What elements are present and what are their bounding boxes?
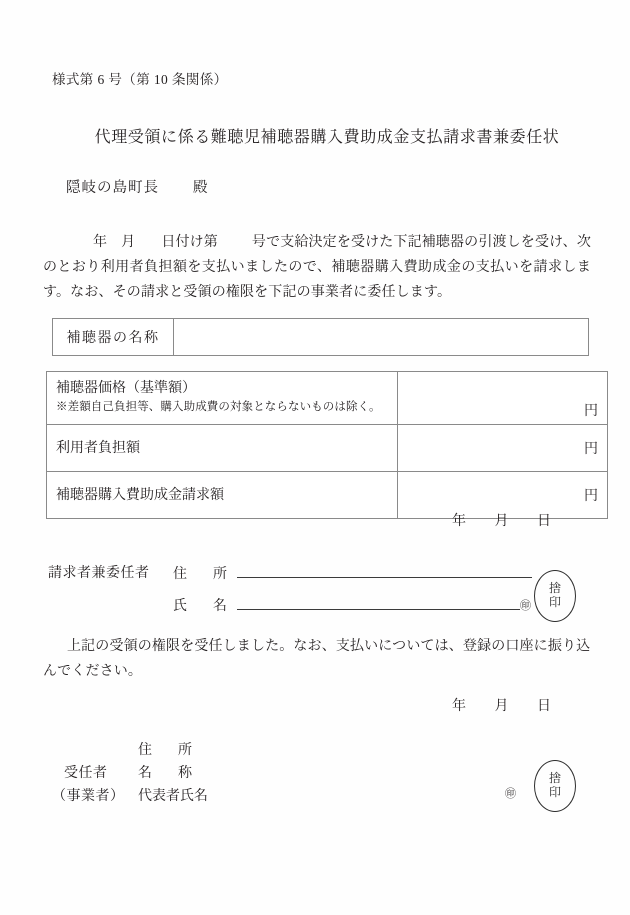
agent-company-label: 名 [138,766,152,781]
date-line-claimant [452,510,552,530]
form-number: 様式第 6 号（第 10 条関係） [52,72,228,87]
date2-day: 日 [537,699,552,714]
addressee-honorific: 殿 [193,180,209,196]
hearing-aid-name-value[interactable] [174,319,589,356]
date2-month: 月 [494,699,509,714]
agent-address-label: 住 [138,743,152,758]
agent-address-label-2: 所 [178,743,192,758]
agent-representative-label: 代表者氏名 [138,789,208,804]
agent-company-label-2: 称 [178,766,192,781]
hearing-aid-name-label: 補聴器の名称 [53,319,174,356]
user-burden-unit: 円 [584,442,598,457]
inkan-icon: ㊞ [505,788,516,800]
claimant-address-label: 住 所 [173,567,233,582]
price-note: ※差額自己負担等、購入助成費の対象とならないものは除く。 [56,401,381,413]
acceptance-line2: 振り込んでください。 [43,639,591,679]
agent-address-row [138,739,192,759]
table-row [53,319,589,356]
sutein-seal-agent [534,760,576,812]
agent-role-label: 受任者 [64,766,108,781]
price-unit: 円 [584,404,598,419]
date-line-agent [452,695,552,715]
body-line1-tail: 号で支給決定を受けた下記補聴器の引渡しを受け、次のと [43,235,591,275]
body-paragraph [43,230,591,305]
sutein-char-2: 印 [548,784,561,799]
date1-year: 年 [452,514,467,529]
subsidy-claim-unit: 円 [584,489,598,504]
body-line3: その請求と受領の権限を下記の事業者に委任します。 [112,285,452,300]
agent-type-label: （事業者） [52,789,125,804]
body-day-doc-label: 日付け第 [161,235,218,250]
sutein-char-2: 印 [548,594,561,609]
claimant-name-label: 氏 名 [173,599,233,614]
claimant-address-input[interactable] [237,562,532,578]
price-value-cell[interactable] [398,372,608,425]
claimant-name-row [173,594,531,615]
subsidy-claim-label: 補聴器購入費助成金請求額 [47,472,398,519]
addressee-name: 隠岐の島町長 [66,180,159,196]
sutein-char-1: 捨 [548,581,561,595]
acceptance-line1: 上記の受領の権限を受任しました。なお、支払いについては、登録の口座に [67,639,548,654]
table-row [47,425,608,472]
sutein-char-1: 捨 [548,771,561,785]
addressee [66,176,209,197]
price-label-cell [47,372,398,425]
date2-year: 年 [452,699,467,714]
user-burden-value-cell[interactable] [398,425,608,472]
date1-day: 日 [537,514,552,529]
table-row [47,372,608,425]
claimant-role-label: 請求者兼委任者 [48,566,150,581]
body-month-label: 月 [121,235,136,250]
hearing-aid-name-table [52,318,589,356]
claimant-name-input[interactable] [237,594,520,610]
body-year-label: 年 [93,235,108,250]
document-title: 代理受領に係る難聴児補聴器購入費助成金支払請求書兼委任状 [94,129,560,146]
body-line2: おり利用者負担額を支払いましたので、補聴器購入費助成金の支払いを請求します。なお、 [43,260,591,300]
inkan-icon: ㊞ [520,600,531,612]
price-label: 補聴器価格（基準額） [56,381,196,396]
user-burden-label: 利用者負担額 [47,425,398,472]
claimant-address-row [173,562,532,583]
sutein-seal-claimant [534,570,576,622]
date1-month: 月 [494,514,509,529]
acceptance-paragraph [43,634,591,684]
amount-table [46,371,608,519]
agent-representative-row [138,785,208,805]
agent-company-row [138,762,192,782]
